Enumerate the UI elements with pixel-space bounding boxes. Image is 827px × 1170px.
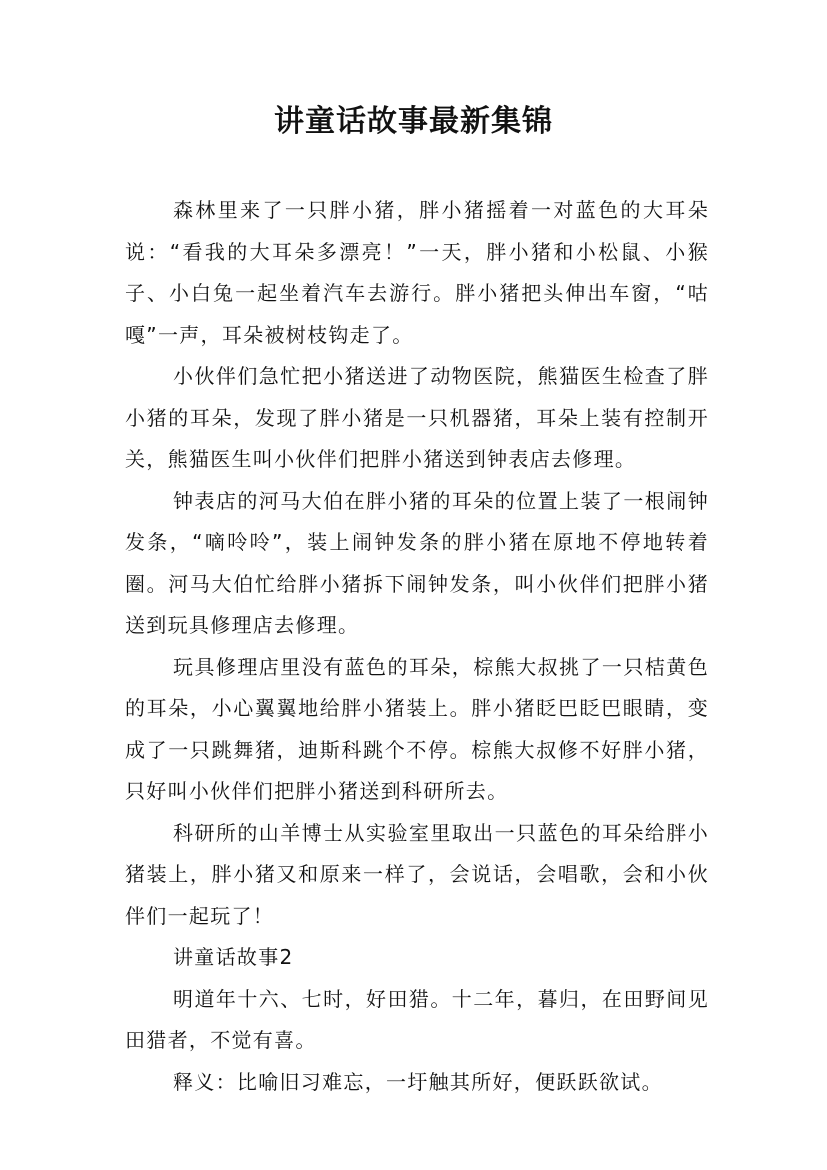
paragraph: 小伙伴们急忙把小猪送进了动物医院，熊猫医生检查了胖小猪的耳朵，发现了胖小猪是一只机器猪，耳朵上装有控制开关，熊猫医生叫小伙伴们把胖小猪送到钟表店去修理。 xyxy=(125,364,709,471)
paragraph: 玩具修理店里没有蓝色的耳朵，棕熊大叔挑了一只桔黄色的耳朵，小心翼翼地给胖小猪装上。胖小猪眨巴眨巴眼睛，变成了一只跳舞猪，迪斯科跳个不停。棕熊大叔修不好胖小猪，只好叫小伙伴们把胖小猪送到科研所去。 xyxy=(125,654,709,803)
paragraph: 森林里来了一只胖小猪，胖小猪摇着一对蓝色的大耳朵说：“看我的大耳朵多漂亮！”一天，胖小猪和小松鼠、小猴子、小白兔一起坐着汽车去游行。胖小猪把头伸出车窗，“咕嘎”一声，耳朵被树枝钩走了。 xyxy=(125,198,709,347)
paragraph: 释义：比喻旧习难忘，一圩触其所好，便跃跃欲试。 xyxy=(173,1069,663,1094)
paragraph: 钟表店的河马大伯在胖小猪的耳朵的位置上装了一根闹钟发条，“嘀呤呤”，装上闹钟发条的胖小猪在原地不停地转着圈。河马大伯忙给胖小猪拆下闹钟发条，叫小伙伴们把胖小猪送到玩具修理店去修理。 xyxy=(125,488,709,637)
document-title: 讲童话故事最新集锦 xyxy=(274,104,553,139)
section-heading: 讲童话故事2 xyxy=(173,945,294,969)
document-body xyxy=(125,190,709,1103)
paragraph: 明道年十六、七时，好田猎。十二年，暮归，在田野间见田猎者，不觉有喜。 xyxy=(125,986,709,1052)
paragraph: 科研所的山羊博士从实验室里取出一只蓝色的耳朵给胖小猪装上，胖小猪又和原来一样了，会说话，会唱歌，会和小伙伴们一起玩了！ xyxy=(125,820,709,928)
